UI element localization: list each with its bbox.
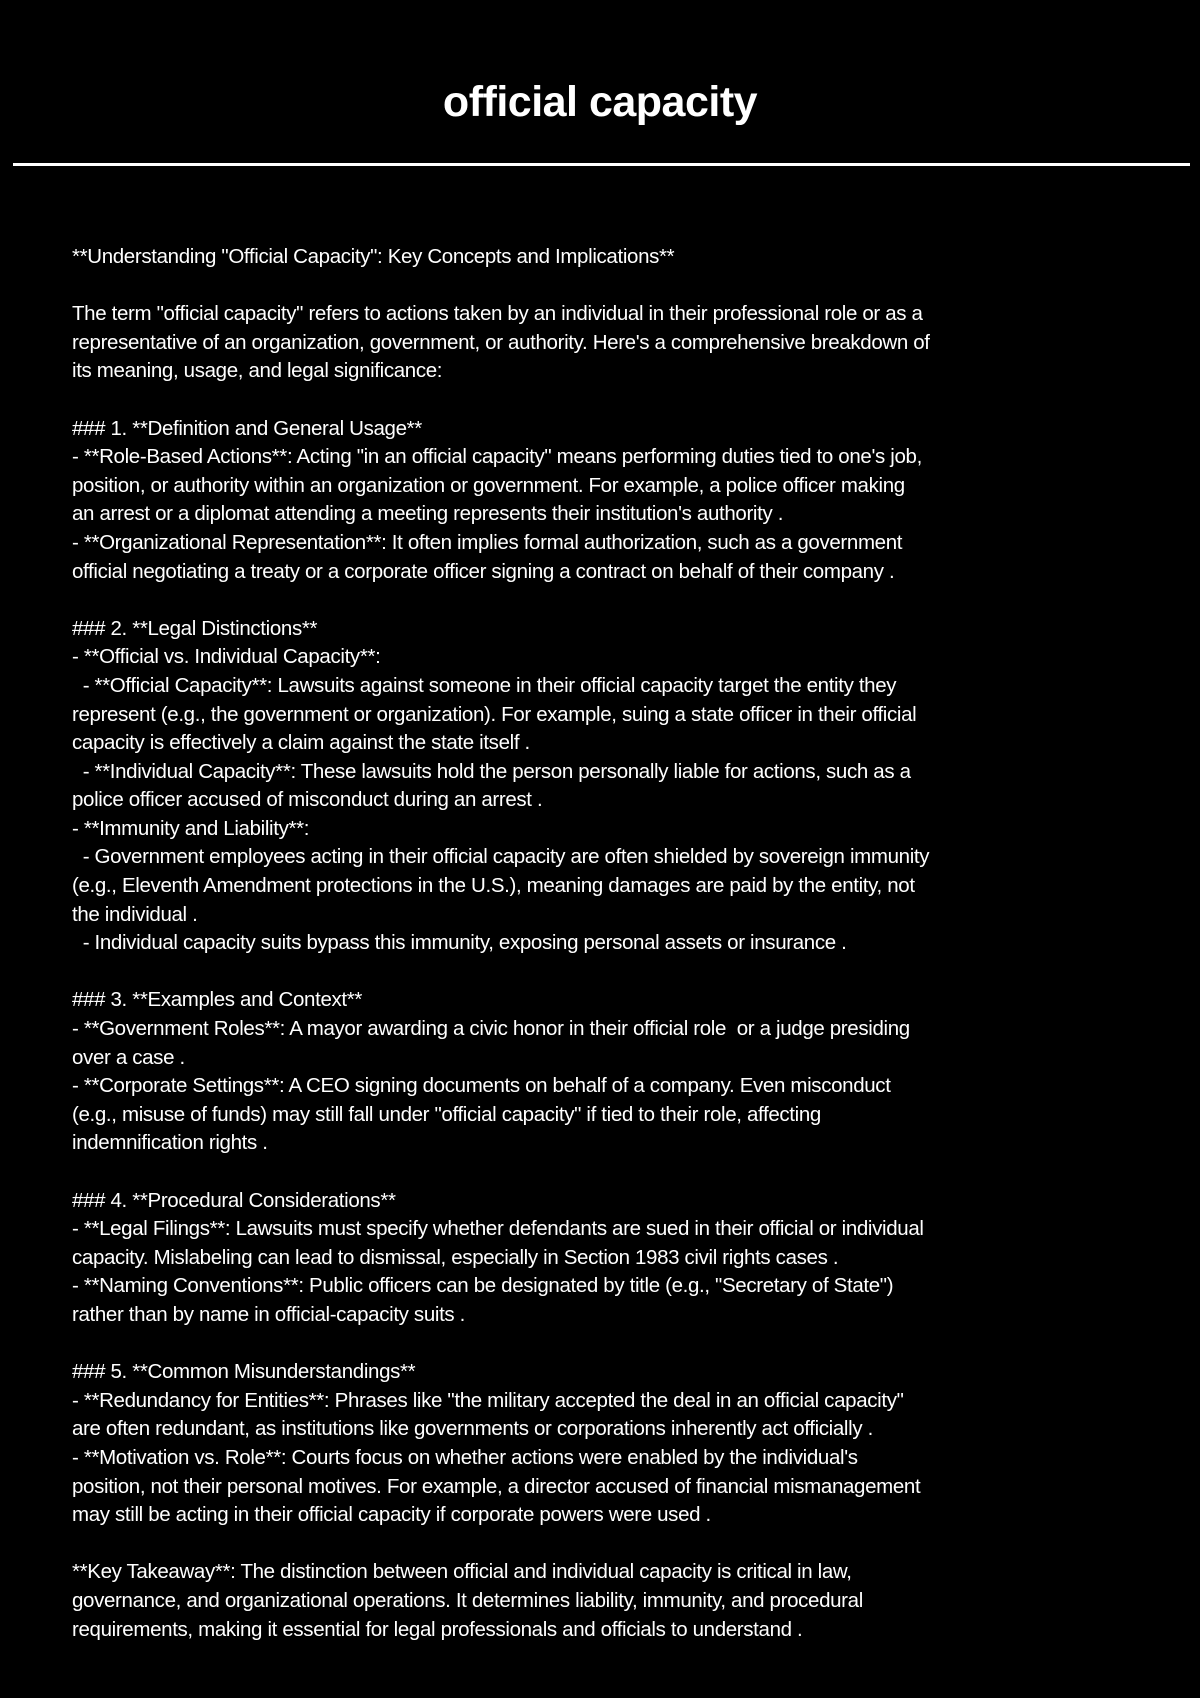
document-body	[72, 243, 1142, 1644]
body-line: capacity. Mislabeling can lead to dismissal, especially in Section 1983 civil rights cases .	[72, 1245, 839, 1269]
title-divider	[13, 163, 1190, 166]
page-title: official capacity	[442, 78, 758, 126]
body-line: - **Motivation vs. Role**: Courts focus on whether actions were enabled by the individual's	[72, 1445, 858, 1469]
body-line: The term "official capacity" refers to actions taken by an individual in their professional role or as a	[72, 302, 923, 326]
body-line: represent (e.g., the government or organization). For example, suing a state officer in their official	[72, 702, 917, 726]
body-line: - **Official vs. Individual Capacity**:	[72, 645, 381, 669]
body-line: requirements, making it essential for legal professionals and officials to understand .	[72, 1617, 803, 1641]
body-line: (e.g., misuse of funds) may still fall under "official capacity" if tied to their role, affecting	[72, 1102, 821, 1126]
section-heading: ### 4. **Procedural Considerations**	[72, 1188, 396, 1212]
body-line: - **Official Capacity**: Lawsuits against someone in their official capacity target the entity they	[72, 673, 897, 697]
body-line: are often redundant, as institutions like governments or corporations inherently act officially .	[72, 1417, 873, 1441]
body-line: - **Individual Capacity**: These lawsuits hold the person personally liable for actions, such as a	[72, 759, 911, 783]
body-line: - **Legal Filings**: Lawsuits must specify whether defendants are sued in their official or individual	[72, 1217, 924, 1241]
body-line: - Government employees acting in their official capacity are often shielded by sovereign immunity	[72, 845, 930, 869]
body-line: its meaning, usage, and legal significance:	[72, 359, 443, 383]
key-takeaway-line: **Key Takeaway**: The distinction between official and individual capacity is critical in law,	[72, 1560, 852, 1584]
body-line: may still be acting in their official capacity if corporate powers were used .	[72, 1503, 711, 1527]
section-heading: ### 1. **Definition and General Usage**	[72, 416, 422, 440]
section-heading: ### 5. **Common Misunderstandings**	[72, 1360, 416, 1384]
body-line: indemnification rights .	[72, 1131, 268, 1155]
body-heading: **Understanding "Official Capacity": Key Concepts and Implications**	[72, 245, 675, 268]
body-line: position, not their personal motives. For example, a director accused of financial mismanagement	[72, 1474, 921, 1498]
body-line: police officer accused of misconduct during an arrest .	[72, 788, 543, 812]
paragraph-gap	[72, 272, 1142, 301]
body-line: - **Government Roles**: A mayor awarding a civic honor in their official role or a judge presiding	[72, 1017, 910, 1041]
paragraph-gap	[72, 386, 1142, 415]
paragraph-gap	[72, 1158, 1142, 1187]
section-heading: ### 2. **Legal Distinctions**	[72, 616, 318, 640]
body-line: - **Role-Based Actions**: Acting "in an official capacity" means performing duties tied to one's job,	[72, 445, 922, 469]
body-line: rather than by name in official-capacity suits .	[72, 1302, 466, 1326]
body-line: (e.g., Eleventh Amendment protections in the U.S.), meaning damages are paid by the entity, not	[72, 874, 915, 898]
body-line: - **Corporate Settings**: A CEO signing documents on behalf of a company. Even misconduct	[72, 1074, 891, 1098]
body-line: - **Organizational Representation**: It often implies formal authorization, such as a government	[72, 530, 903, 554]
paragraph-gap	[72, 586, 1142, 615]
body-line: position, or authority within an organization or government. For example, a police officer making	[72, 473, 905, 497]
paragraph-gap	[72, 1330, 1142, 1359]
body-line: over a case .	[72, 1045, 185, 1069]
body-line: an arrest or a diplomat attending a meeting represents their institution's authority .	[72, 502, 784, 526]
body-line: - **Redundancy for Entities**: Phrases like "the military accepted the deal in an official capacity"	[72, 1388, 904, 1412]
paragraph-gap	[72, 958, 1142, 987]
body-line: - Individual capacity suits bypass this immunity, exposing personal assets or insurance .	[72, 931, 847, 955]
body-line: governance, and organizational operations. It determines liability, immunity, and procedural	[72, 1588, 863, 1612]
body-line: - **Naming Conventions**: Public officers can be designated by title (e.g., "Secretary of State")	[72, 1274, 894, 1298]
body-line: official negotiating a treaty or a corporate officer signing a contract on behalf of their company .	[72, 559, 895, 583]
body-line: representative of an organization, government, or authority. Here's a comprehensive breakdown of	[72, 330, 930, 354]
body-line: capacity is effectively a claim against the state itself .	[72, 731, 530, 755]
section-heading: ### 3. **Examples and Context**	[72, 988, 363, 1012]
paragraph-gap	[72, 1530, 1142, 1559]
body-line: - **Immunity and Liability**:	[72, 816, 310, 840]
body-line: the individual .	[72, 902, 198, 926]
